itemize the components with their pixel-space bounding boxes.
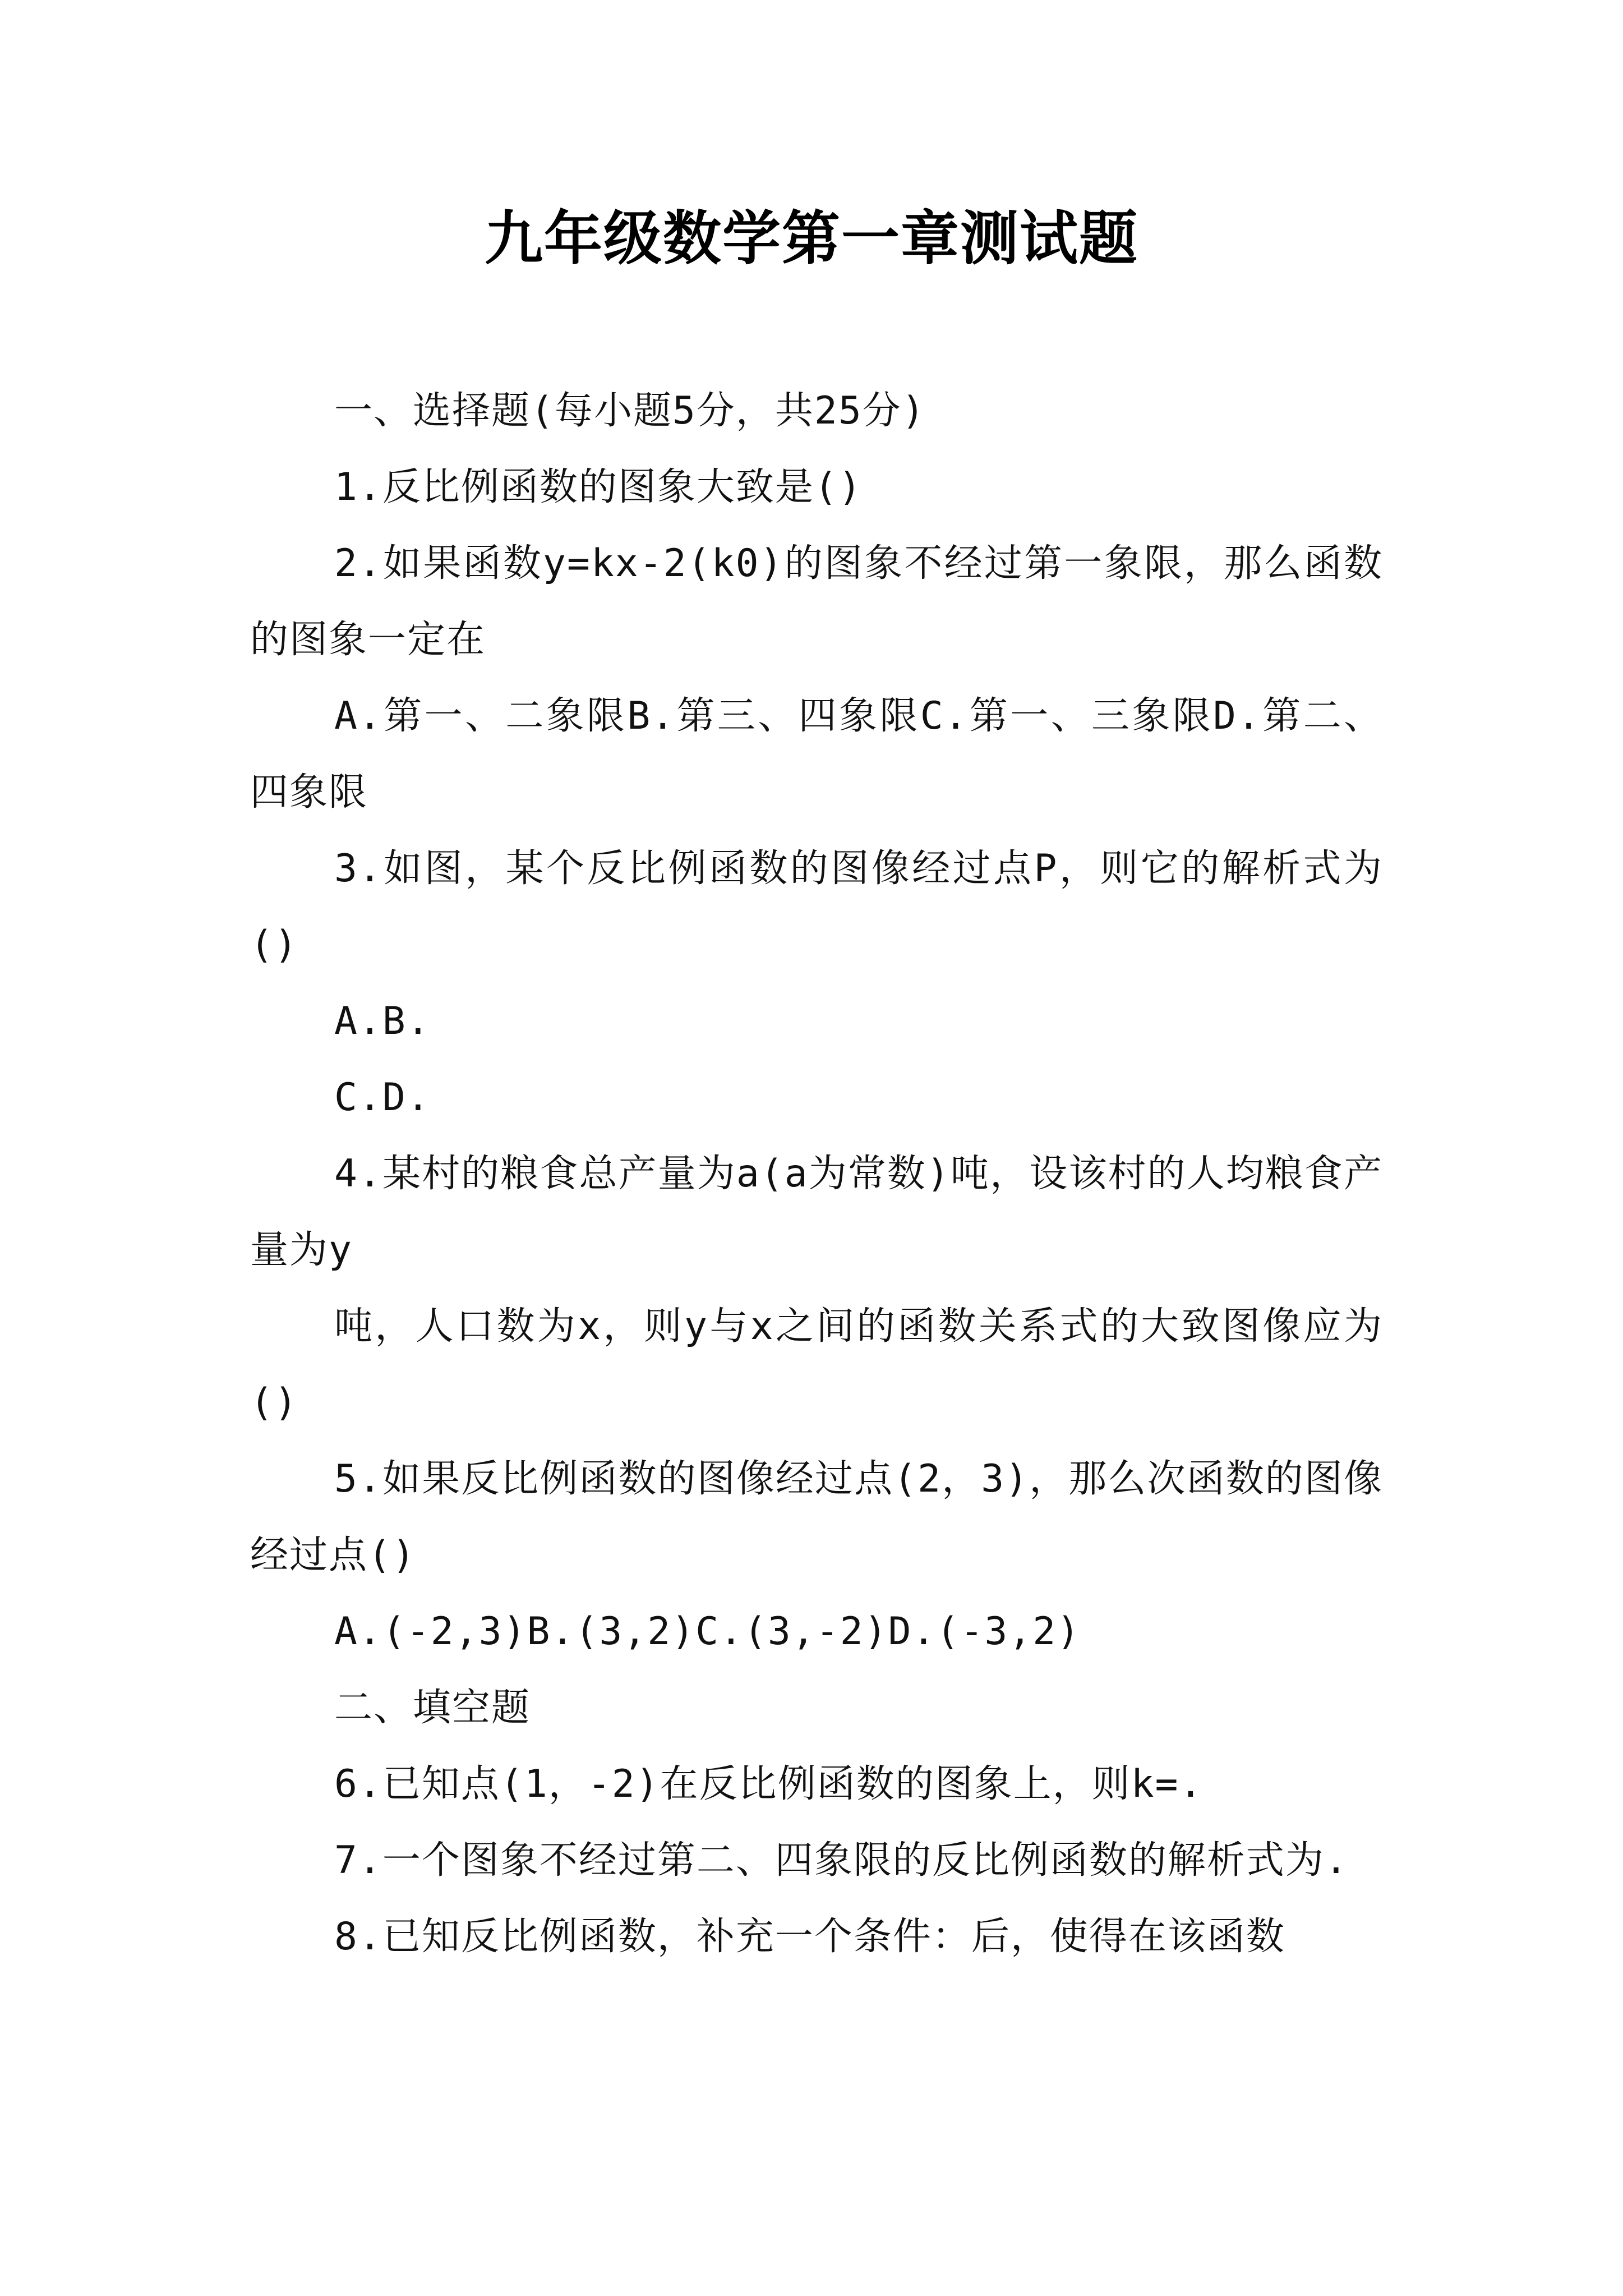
question-5-options: A.(-2,3)B.(3,2)C.(3,-2)D.(-3,2) bbox=[334, 1609, 1081, 1654]
question-3-options-cd: C.D. bbox=[334, 1075, 431, 1120]
section-heading-choice: 一、选择题(每小题5分，共25分) bbox=[334, 389, 926, 433]
question-3: 3.如图，某个反比例函数的图像经过点P，则它的解析式为() bbox=[250, 846, 1383, 967]
question-3-options-ab: A.B. bbox=[334, 999, 431, 1043]
section-heading-fill: 二、填空题 bbox=[334, 1686, 531, 1730]
question-1: 1.反比例函数的图象大致是() bbox=[334, 465, 863, 509]
question-7: 7.一个图象不经过第二、四象限的反比例函数的解析式为. bbox=[334, 1838, 1349, 1883]
question-8: 8.已知反比例函数，补充一个条件：后，使得在该函数 bbox=[334, 1915, 1285, 1959]
question-2-options: A.第一、二象限B.第三、四象限C.第一、三象限D.第二、四象限 bbox=[250, 694, 1383, 815]
document-title: 九年级数学第一章测试题 bbox=[484, 204, 1138, 273]
question-5: 5.如果反比例函数的图像经过点(2，3)，那么次函数的图像经过点() bbox=[250, 1457, 1383, 1577]
question-4: 4.某村的粮食总产量为a(a为常数)吨，设该村的人均粮食产量为y bbox=[250, 1152, 1383, 1272]
question-4-continued: 吨，人口数为x，则y与x之间的函数关系式的大致图像应为() bbox=[250, 1304, 1383, 1425]
document-body bbox=[250, 373, 1383, 1975]
question-2: 2.如果函数y=kx-2(k0)的图象不经过第一象限，那么函数的图象一定在 bbox=[250, 541, 1383, 662]
question-6: 6.已知点(1，-2)在反比例函数的图象上，则k=. bbox=[334, 1762, 1204, 1806]
